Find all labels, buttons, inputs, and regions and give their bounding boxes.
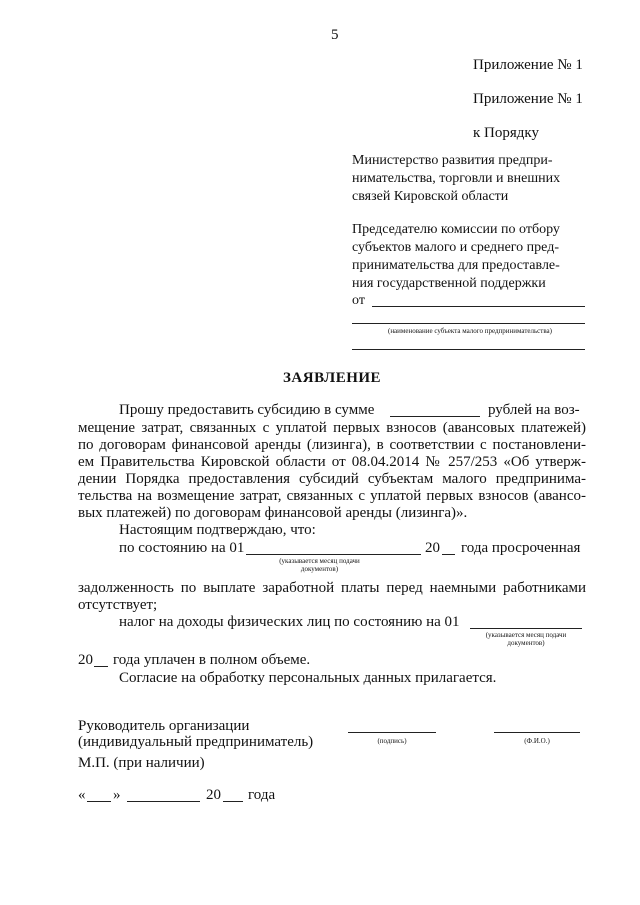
date-day-underline xyxy=(87,801,111,802)
state-on-label: по состоянию на 01 xyxy=(119,540,245,556)
paid-year-underline xyxy=(94,666,108,667)
ministry-line-1: Министерство развития предпри- xyxy=(352,153,553,168)
signature-underline xyxy=(348,732,436,733)
month-caption-2b: документов) xyxy=(507,639,545,647)
chairman-line-1: Председателю комиссии по отбору xyxy=(352,222,560,237)
body-p1-last: вых платежей) по договорам финансовой аренды (лизинга)». xyxy=(78,505,468,521)
month-underline-1 xyxy=(246,554,421,555)
body-p1-line-5: тельства на возмещение затрат, связанных с уплатой первых взносов (авансо- xyxy=(78,488,586,504)
body-p1-line-3: ем Правительства Кировской области от 08.04.2014 № 257/253 «Об утверж- xyxy=(78,454,586,470)
head-label-1: Руководитель организации xyxy=(78,718,250,734)
date-year-underline xyxy=(223,801,243,802)
from-label: от xyxy=(352,293,365,308)
body-p1-line-4: дении Порядка предоставления субсидий субъектам малого предпринима- xyxy=(78,471,586,487)
body-p1-line-2: по договорам финансовой аренды (лизинга), в соответствии с постановлени- xyxy=(78,437,586,453)
date-word: года xyxy=(248,787,276,803)
paid-rest: года уплачен в полном объеме. xyxy=(113,652,311,668)
date-open-quote: « xyxy=(78,787,86,803)
absent-line: отсутствует; xyxy=(78,597,158,613)
date-close-quote: » xyxy=(113,787,121,803)
overdue-label: года просроченная xyxy=(461,540,581,556)
body-p1-start: Прошу предоставить субсидию в сумме xyxy=(119,402,375,418)
body-p1-end: рублей на воз- xyxy=(488,402,580,418)
chairman-line-2: субъектов малого и среднего пред- xyxy=(352,240,559,255)
date-month-underline xyxy=(127,801,200,802)
stamp-label: М.П. (при наличии) xyxy=(78,755,205,771)
page-number: 5 xyxy=(331,27,339,43)
debt-line: задолженность по выплате заработной платы перед наемными работниками xyxy=(78,580,586,596)
year-underline-1 xyxy=(442,554,455,555)
from-underline xyxy=(372,306,585,307)
appendix-label: Приложение № 1 xyxy=(473,57,583,73)
entity-underline-2 xyxy=(352,349,585,350)
paid-year-label: 20 xyxy=(78,652,93,668)
head-label-2: (индивидуальный предприниматель) xyxy=(78,734,314,750)
chairman-line-4: ния государственной поддержки xyxy=(352,276,546,291)
month-caption-1: (указывается месяц подачи xyxy=(279,557,360,565)
consent-text: Согласие на обработку персональных данных прилагается. xyxy=(119,670,497,686)
to-order-label: к Порядку xyxy=(473,125,539,141)
chairman-line-3: принимательства для предоставле- xyxy=(352,258,560,273)
body-p1-line-1: мещение затрат, связанных с уплатой первых взносов (авансовых платежей) xyxy=(78,420,586,436)
name-underline xyxy=(494,732,580,733)
entity-underline xyxy=(352,323,585,324)
month-underline-2 xyxy=(470,628,582,629)
signature-caption: (подпись) xyxy=(377,737,407,745)
month-caption-2: (указывается месяц подачи xyxy=(485,631,567,639)
year-20-label: 20 xyxy=(425,540,440,556)
ministry-line-2: нимательства, торговли и внешних xyxy=(352,171,561,186)
entity-caption: (наименование субъекта малого предпринимательства) xyxy=(387,327,552,335)
month-caption-1b: документов) xyxy=(300,565,339,573)
tax-line: налог на доходы физических лиц по состоянию на 01 xyxy=(119,614,460,630)
ministry-line-3: связей Кировской области xyxy=(352,189,509,204)
document-title: ЗАЯВЛЕНИЕ xyxy=(283,370,382,386)
date-year-label: 20 xyxy=(206,787,221,803)
name-caption: (Ф.И.О.) xyxy=(524,737,550,745)
amount-underline xyxy=(390,416,480,417)
confirm-text: Настоящим подтверждаю, что: xyxy=(119,522,316,538)
appendix-label-2: Приложение № 1 xyxy=(473,91,583,107)
